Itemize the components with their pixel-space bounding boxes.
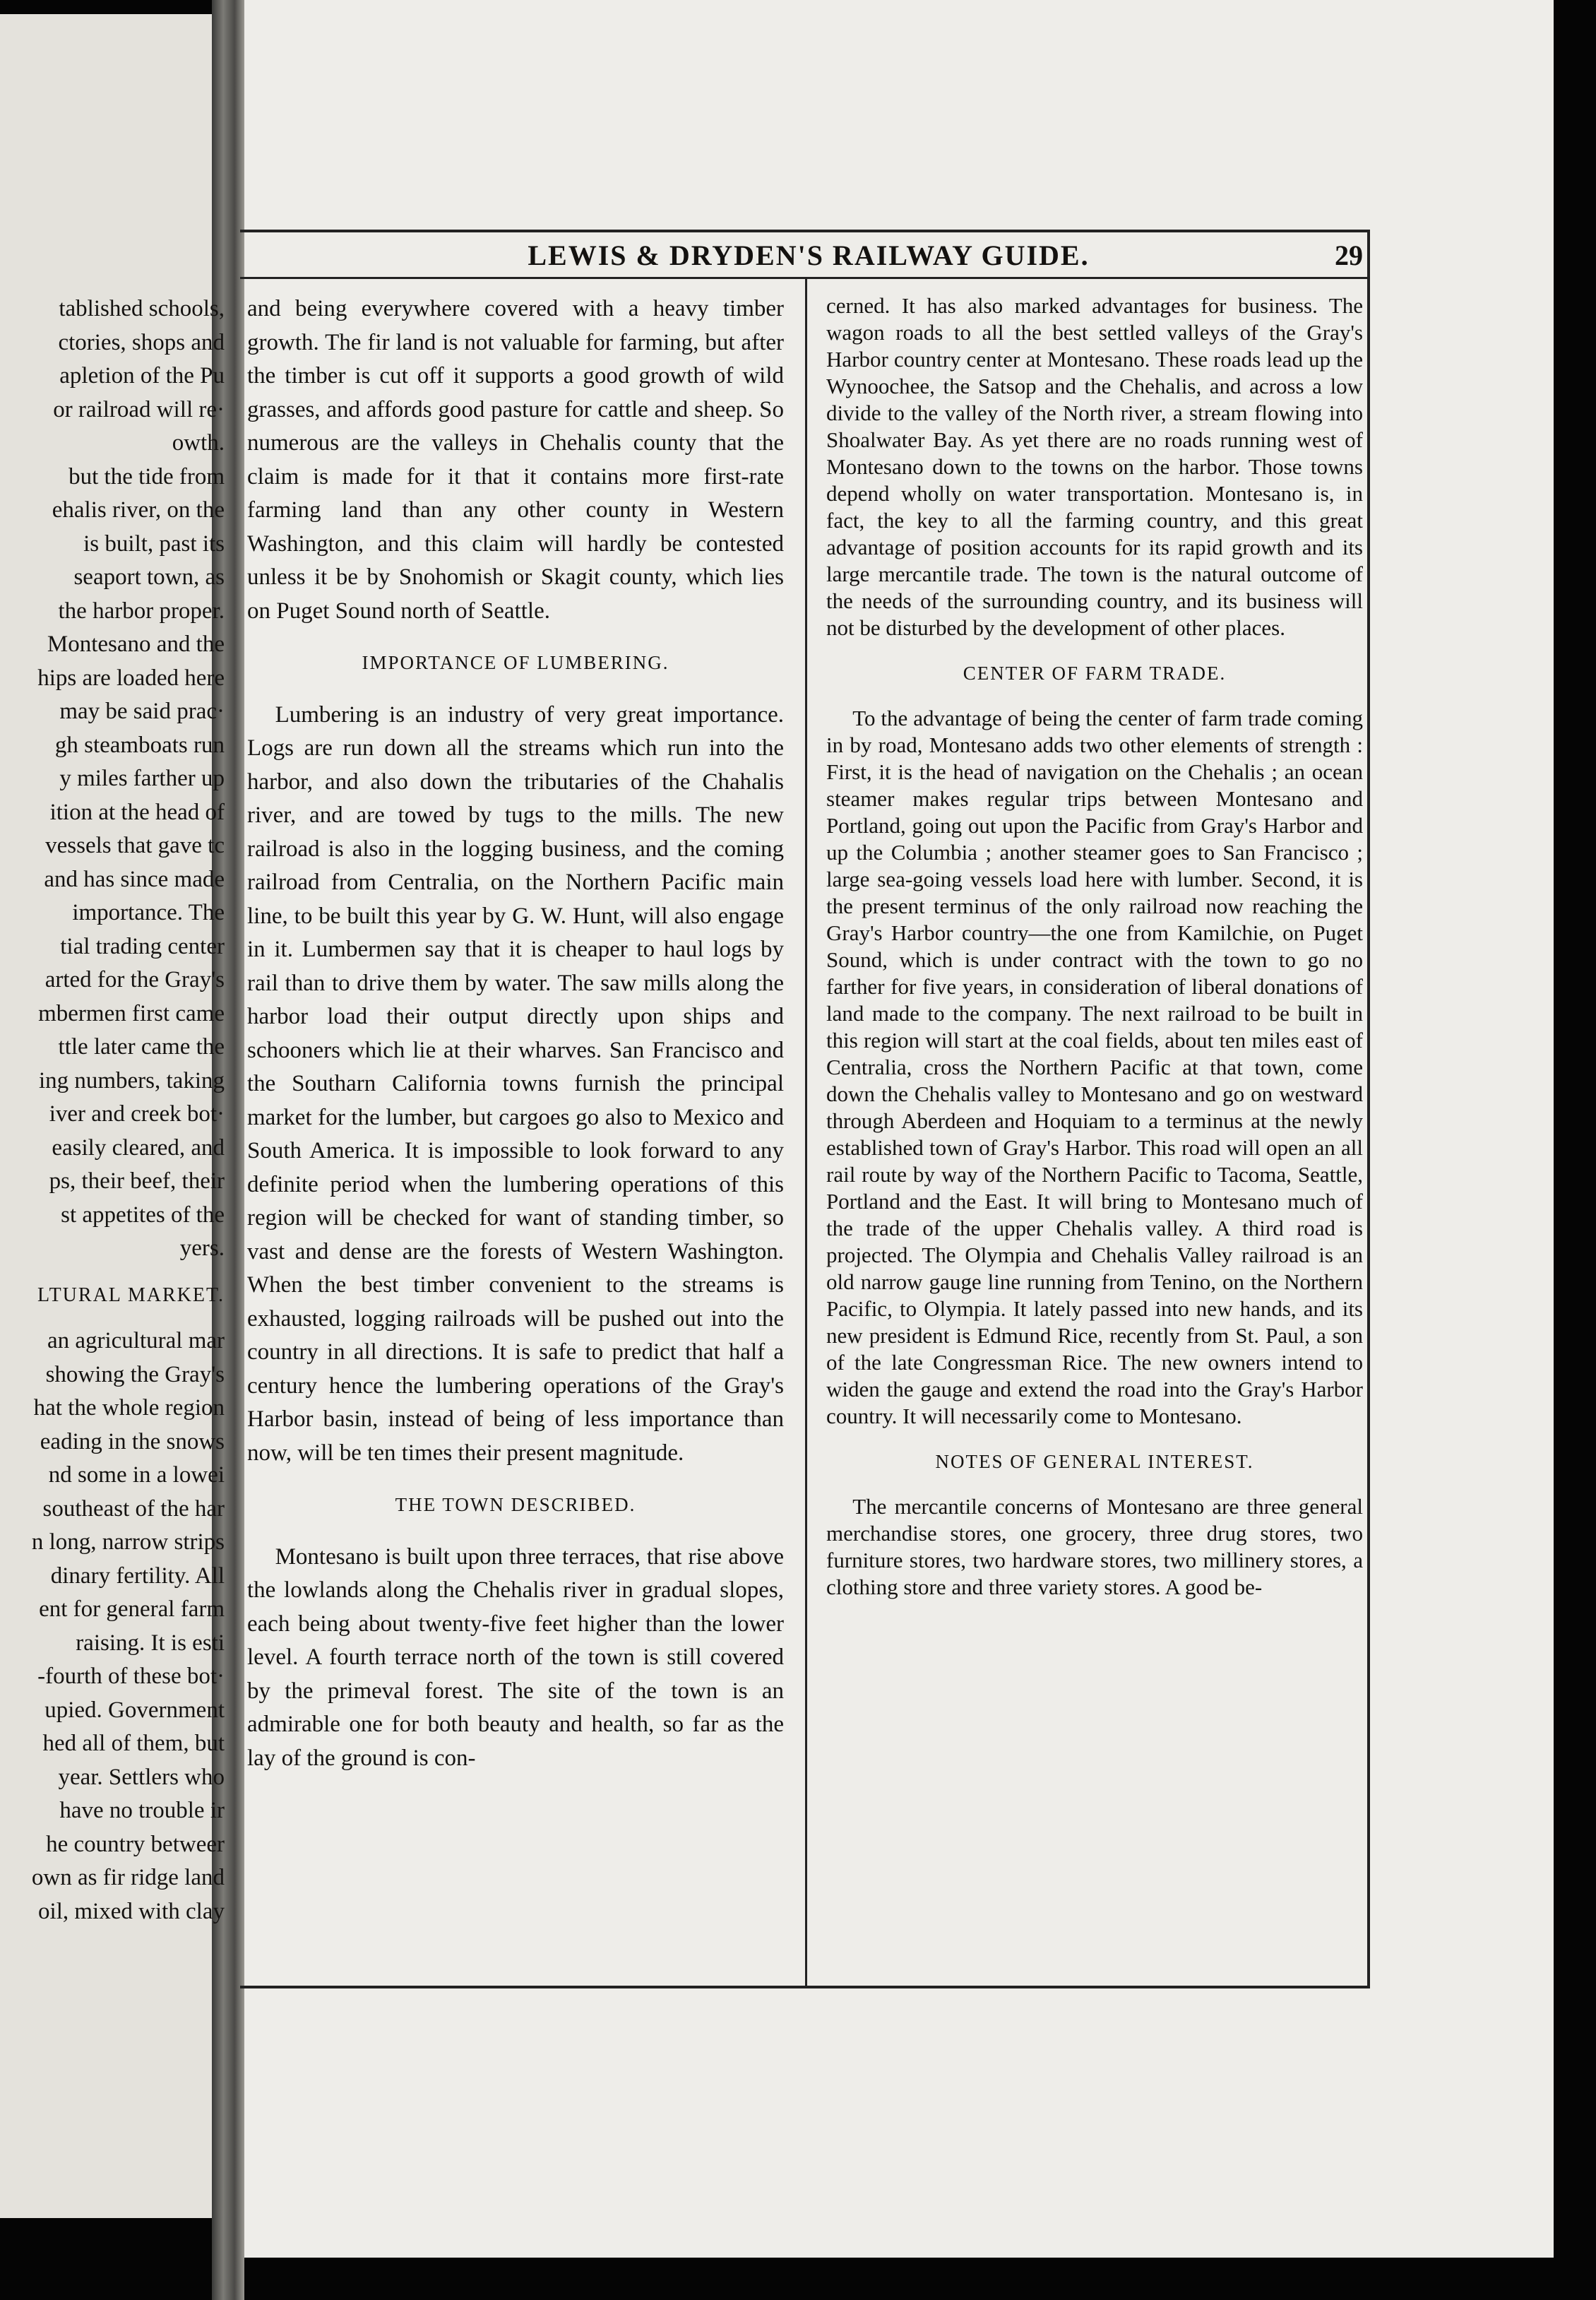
left-column bbox=[247, 292, 784, 1775]
section-heading: CENTER OF FARM TRADE. bbox=[963, 663, 1227, 684]
facing-page-line: year. Settlers who bbox=[58, 1764, 225, 1790]
facing-page-line: vessels that gave tc bbox=[45, 833, 225, 858]
facing-page-line: showing the Gray's bbox=[45, 1361, 225, 1387]
right-column bbox=[826, 292, 1363, 1601]
facing-page-line: dinary fertility. All bbox=[50, 1563, 225, 1589]
facing-page-line: n long, narrow strips bbox=[31, 1529, 225, 1555]
paragraph: and being everywhere covered with a heavy timber growth. The fir land is not valuable for farming, but after the timber is cut off it supports a good growth of wild grasses, and affords good pasture for cattle and sheep. So numerous are the valleys in Chehalis county that the claim is made for it that it contains more first-rate farming land than any other county in Western Washington, and this claim will hardly be contested unless it be by Snohomish or Skagit county, which lies on Puget Sound north of Seattle. bbox=[247, 296, 784, 624]
facing-page-line: and has since made bbox=[44, 866, 225, 892]
facing-page-line: ttle later came the bbox=[58, 1034, 225, 1060]
facing-page-text bbox=[0, 292, 225, 1928]
facing-page-line: owth. bbox=[172, 430, 225, 456]
facing-page-line: hat the whole region bbox=[33, 1395, 225, 1421]
paragraph: cerned. It has also marked advantages for business. The wagon roads to all the best settled valleys of the Gray's Harbor country center at Montesano. These roads lead up the Wynoochee, the Satsop and the Chehalis, and across a low divide to the valley of the North river, a stream flowing into Shoalwater Bay. As yet there are no roads running west of Montesano down to the towns on the harbor. Those towns depend wholly on water transportation. Montesano is, in fact, the key to all the farming country, and this great advantage of position accounts for its rapid growth and its large mercantile trade. The town is the natural outcome of the needs of the surrounding country, and its business will not be disturbed by the development of other places. bbox=[826, 293, 1363, 640]
facing-page-line: have no trouble ir bbox=[59, 1798, 225, 1823]
facing-page-line: may be said prac· bbox=[59, 699, 225, 724]
facing-page-line: mbermen first came bbox=[38, 1000, 225, 1026]
facing-page-line: importance. The bbox=[72, 900, 225, 925]
facing-page-line: hed all of them, but bbox=[42, 1731, 225, 1756]
column-divider bbox=[805, 279, 807, 1988]
facing-page-line: y miles farther up bbox=[59, 766, 225, 791]
facing-page-line: nd some in a lowei bbox=[48, 1462, 225, 1488]
facing-page-line: ition at the head of bbox=[49, 799, 225, 825]
facing-page-line: upied. Government bbox=[44, 1697, 225, 1723]
facing-page-line: -fourth of these bot· bbox=[37, 1664, 225, 1689]
facing-page-line: ctories, shops and bbox=[58, 329, 225, 355]
facing-page-line: tablished schools, bbox=[59, 296, 225, 321]
page-number: 29 bbox=[1335, 239, 1363, 271]
facing-page-line: but the tide from bbox=[69, 463, 225, 490]
facing-page-line: the harbor proper. bbox=[58, 598, 225, 624]
facing-page-heading: LTURAL MARKET. bbox=[37, 1284, 225, 1306]
facing-page-lines-bottom bbox=[0, 1324, 225, 1928]
facing-page-line: gh steamboats run bbox=[54, 732, 225, 758]
paragraph: Montesano is built upon three terraces, that rise above the lowlands along the Chehalis river in gradual slopes, each being about twenty-five feet higher than the lower level. A fourth terrace north of the town is still covered by the primeval forest. The site of the town is an admirable one for both beauty and health, so far as the lay of the ground is con- bbox=[247, 1543, 784, 1771]
facing-page-line: own as fir ridge land bbox=[31, 1865, 225, 1890]
facing-page-line: yers. bbox=[179, 1235, 225, 1261]
facing-page-line: ing numbers, taking bbox=[38, 1067, 225, 1093]
facing-page-line: apletion of the Pu bbox=[59, 363, 225, 389]
paragraph: The mercantile concerns of Montesano are three general merchandise stores, one grocery, three drug stores, two furniture stores, two hardware stores, two millinery stores, a clothing store and three variety stores. A good be- bbox=[826, 1494, 1363, 1599]
facing-page-line: arted for the Gray's bbox=[44, 967, 225, 992]
section-heading: NOTES OF GENERAL INTEREST. bbox=[935, 1451, 1254, 1472]
facing-page-line: tial trading center bbox=[60, 933, 225, 959]
section-heading: THE TOWN DESCRIBED. bbox=[395, 1494, 636, 1515]
facing-page-line: ps, their beef, their bbox=[49, 1168, 225, 1194]
facing-page-line: an agricultural mar bbox=[47, 1328, 225, 1353]
paragraph: Lumbering is an industry of very great importance. Logs are run down all the streams which run into the harbor, and also down the tributaries of the Chahalis river, and are towed by tugs to the mills. The new railroad is also in the logging business, and the coming railroad from Centralia, on the Northern Pacific main line, to be built this year by G. W. Hunt, will also engage in it. Lumbermen say that it is cheaper to haul logs by rail than to drive them by water. The saw mills along the harbor load their output directly upon ships and schooners which lie at their wharves. San Francisco and the Southarn California towns furnish the principal market for the lumber, but cargoes go also to Mexico and South America. It is impossible to look forward to any definite period when the lumbering operations of this region will be checked for want of standing timber, so vast and dense are the forests of Western Washington. When the best timber convenient to the streams is exhausted, logging railroads will be pushed out into the country in all directions. It is safe to predict that half a century hence the lumbering operations of the Gray's Harbor basin, instead of being of less importance than now, will be ten times their present magnitude. bbox=[247, 701, 784, 1466]
facing-page-lines-top bbox=[0, 292, 225, 1266]
facing-page-line: is built, past its bbox=[83, 530, 225, 557]
facing-page-line: st appetites of the bbox=[61, 1202, 225, 1228]
facing-page-line: iver and creek bot· bbox=[49, 1101, 225, 1127]
facing-page-line: oil, mixed with clay bbox=[38, 1898, 225, 1924]
facing-page-line: he country betweer bbox=[46, 1831, 225, 1857]
facing-page-line: ent for general farm bbox=[39, 1596, 225, 1622]
paragraph: To the advantage of being the center of farm trade coming in by road, Montesano adds two other elements of strength : First, it is the head of navigation on the Chehalis ; an ocean steamer makes regular trips between Montesano and Portland, going out upon the Pacific from Gray's Harbor and up the Columbia ; another steamer goes to San Francisco ; large sea-going vessels load here with lumber. Second, it is the present terminus of the only railroad now reaching the Gray's Harbor country—the one from Kamilchie, on Puget Sound, which is under contract with the town to go no farther for five years, in consideration of liberal donations of land made to the company. The next railroad to be built in this region will start at the coal fields, about ten miles east of Centralia, cross the Northern Pacific at that town, come down the Chehalis valley to Montesano and go on westward through Aberdeen and Hoquiam to a terminus at the newly established town of Gray's Harbor. This road will open an all rail route by way of the Northern Pacific to Tacoma, Seattle, Portland and the East. It will bring to Montesano much of the trade of the upper Chehalis valley. A third road is projected. The Olympia and Chehalis Valley railroad is an old narrow gauge line running from Tenino, on the Northern Pacific, to Olympia. It lately passed into new hands, and its new president is Edmund Rice, recently from St. Paul, a son of the late Congressman Rice. The new owners intend to widen the gauge and extend the road into the Gray's Harbor country. It will necessarily come to Montesano. bbox=[826, 706, 1363, 1428]
page-header bbox=[254, 235, 1363, 277]
facing-page-line: hips are loaded here bbox=[37, 665, 225, 691]
facing-page-line: ehalis river, on the bbox=[52, 497, 225, 523]
facing-page-line: southeast of the har bbox=[42, 1495, 225, 1522]
facing-page-line: or railroad will re· bbox=[53, 396, 225, 422]
facing-page-line: eading in the snows bbox=[40, 1428, 225, 1454]
facing-page-line: seaport town, as bbox=[73, 564, 225, 590]
section-heading: IMPORTANCE OF LUMBERING. bbox=[362, 652, 669, 673]
facing-page-line: easily cleared, and bbox=[52, 1134, 225, 1161]
facing-page-line: raising. It is esti bbox=[76, 1630, 225, 1656]
running-title: LEWIS & DRYDEN'S RAILWAY GUIDE. bbox=[528, 239, 1090, 271]
facing-page-line: Montesano and the bbox=[47, 632, 225, 657]
